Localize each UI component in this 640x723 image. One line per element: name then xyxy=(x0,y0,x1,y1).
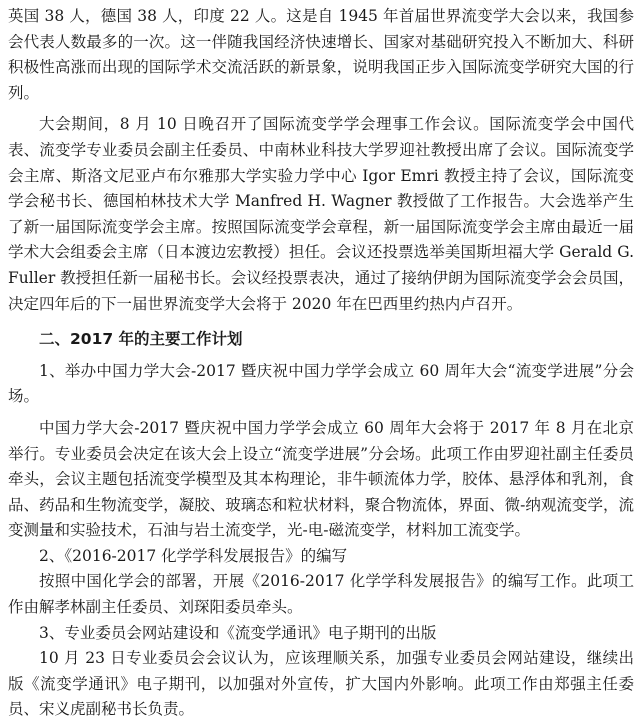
paragraph-report-details: 按照中国化学会的部署，开展《2016-2017 化学学科发展报告》的编写工作。此项工作由解孝林副主任委员、刘琛阳委员牵头。 xyxy=(8,572,634,617)
section-heading-2017-plan: 二、2017 年的主要工作计划 xyxy=(39,330,243,349)
list-item-website: 3、专业委员会网站建设和《流变学通讯》电子期刊的出版 xyxy=(39,623,437,642)
list-item-congress: 1、举办中国力学大会-2017 暨庆祝中国力学学会成立 60 周年大会“流变学进展”分会场。 xyxy=(8,361,634,406)
paragraph-council-meeting: 大会期间，8 月 10 日晚召开了国际流变学学会理事工作会议。国际流变学会中国代表、流变学专业委员会副主任委员、中南林业科技大学罗迎社教授出席了会议。国际流变学会主席、斯洛文尼亚卢布尔雅那大学实验力学中心 Igor Emri 教授主持了会议，国际流变学会秘书长、德国柏林技术大学 Manfred H. Wagner 教授做了工作报告。大会选举产生了新一届国际流变学会主席。按照国际流变学会章程，新一届国际流变学会主席由最近一届学术大会组委会主席（日本渡边宏教授）担任。会议还投票选举美国斯坦福大学 Gerald G. Fuller 教授担任新一届秘书长。会议经投票表决，通过了接纳伊朗为国际流变学会会员国，决定四年后的下一届世界流变学大会将于 2020 年在巴西里约热内卢召开。 xyxy=(8,115,634,313)
paragraph-delegates: 英国 38 人，德国 38 人，印度 22 人。这是自 1945 年首届世界流变学大会以来，我国参会代表人数最多的一次。这一伴随我国经济快速增长、国家对基础研究投入不断加大、科研积极性高涨而出现的国际学术交流活跃的新景象，说明我国正步入国际流变学研究大国的行列。 xyxy=(8,7,634,102)
paragraph-congress-details: 中国力学大会-2017 暨庆祝中国力学学会成立 60 周年大会将于 2017 年 8 月在北京举行。专业委员会决定在该大会上设立“流变学进展”分会场。此项工作由罗迎社副主任委员牵头，会议主题包括流变学模型及其本构理论，非牛顿流体力学，胶体、悬浮体和乳剂，食品、药品和生物流变学，凝胶、玻璃态和粒状材料，聚合物流体，界面、微-纳观流变学，流变测量和实验技术，石油与岩土流变学，光-电-磁流变学，材料加工流变学。 xyxy=(8,418,634,540)
paragraph-website-details: 10 月 23 日专业委员会会议认为，应该理顺关系，加强专业委员会网站建设，继续出版《流变学通讯》电子期刊，以加强对外宣传，扩大国内外影响。此项工作由郑强主任委员、宋义虎副秘书长负责。 xyxy=(8,649,634,719)
list-item-report: 2、《2016-2017 化学学科发展报告》的编写 xyxy=(39,546,348,565)
